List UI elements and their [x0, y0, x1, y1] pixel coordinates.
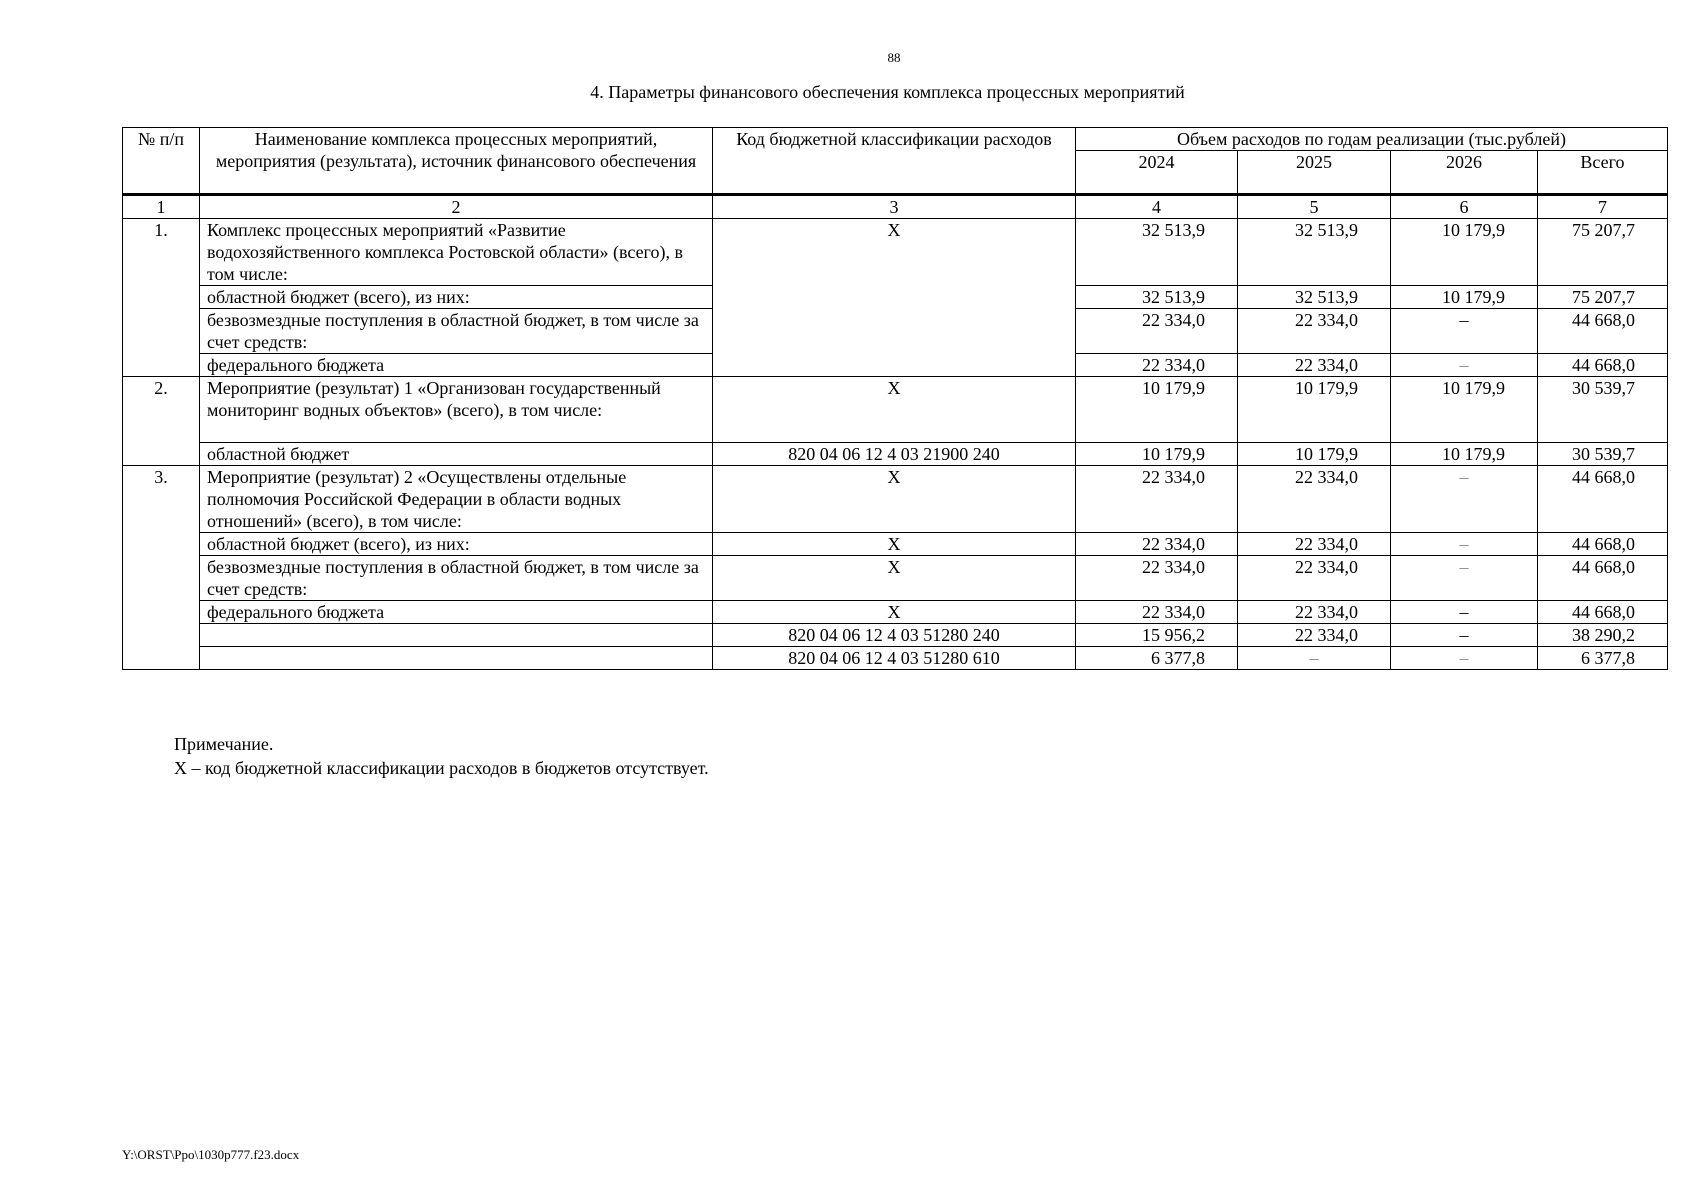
col-number: 7 [1538, 195, 1668, 219]
value-2024: 6 377,8 [1076, 647, 1238, 670]
row-code: X [713, 556, 1076, 601]
value-2026: – [1391, 309, 1538, 354]
row-code: X [713, 533, 1076, 556]
header-name: Наименование комплекса процессных мероприятий, мероприятия (результата), источник финансового обеспечения [200, 128, 713, 195]
value-2025: 22 334,0 [1238, 309, 1391, 354]
row-name: областной бюджет [200, 443, 713, 466]
table-row [123, 647, 1668, 670]
value-2025: 32 513,9 [1238, 219, 1391, 286]
value-2026: – [1391, 533, 1538, 556]
header-code: Код бюджетной классификации расходов [713, 128, 1076, 195]
row-name: областной бюджет (всего), из них: [200, 533, 713, 556]
value-total: 6 377,8 [1538, 647, 1668, 670]
row-name: Мероприятие (результат) 2 «Осуществлены отдельные полномочия Российской Федерации в области водных отношений» (всего), в том числе: [200, 466, 713, 533]
value-2024: 32 513,9 [1076, 219, 1238, 286]
row-code: 820 04 06 12 4 03 51280 240 [713, 624, 1076, 647]
value-total: 30 539,7 [1538, 443, 1668, 466]
row-name: безвозмездные поступления в областной бюджет, в том числе за счет средств: [200, 556, 713, 601]
row-name: Комплекс процессных мероприятий «Развитие водохозяйственного комплекса Ростовской области» (всего), в том числе: [200, 219, 713, 286]
note-heading: Примечание. [174, 734, 274, 754]
value-total: 44 668,0 [1538, 533, 1668, 556]
row-name: федерального бюджета [200, 354, 713, 377]
value-2025: 22 334,0 [1238, 533, 1391, 556]
row-code: 820 04 06 12 4 03 51280 610 [713, 647, 1076, 670]
value-total: 44 668,0 [1538, 466, 1668, 533]
value-2026: – [1391, 466, 1538, 533]
row-number: 3. [123, 466, 200, 670]
value-2024: 15 956,2 [1076, 624, 1238, 647]
row-number: 2. [123, 377, 200, 466]
col-number: 1 [123, 195, 200, 219]
value-total: 75 207,7 [1538, 219, 1668, 286]
col-number: 5 [1238, 195, 1391, 219]
value-total: 44 668,0 [1538, 354, 1668, 377]
header-year-2024: 2024 [1076, 151, 1238, 195]
page-number: 88 [887, 50, 901, 65]
value-2026: 10 179,9 [1391, 377, 1538, 443]
table-row [123, 624, 1668, 647]
value-2024: 10 179,9 [1076, 377, 1238, 443]
value-2025: 10 179,9 [1238, 443, 1391, 466]
value-2025: 22 334,0 [1238, 556, 1391, 601]
col-number: 3 [713, 195, 1076, 219]
row-name: областной бюджет (всего), из них: [200, 286, 713, 309]
value-2026: – [1391, 647, 1538, 670]
value-2026: – [1391, 601, 1538, 624]
row-code: 820 04 06 12 4 03 21900 240 [713, 443, 1076, 466]
col-number: 6 [1391, 195, 1538, 219]
value-2024: 22 334,0 [1076, 466, 1238, 533]
value-2025: 10 179,9 [1238, 377, 1391, 443]
value-total: 44 668,0 [1538, 601, 1668, 624]
value-2024: 22 334,0 [1076, 354, 1238, 377]
footer-file-path: Y:\ORST\Ppo\1030p777.f23.docx [122, 1147, 300, 1162]
row-code: X [713, 466, 1076, 533]
value-2026: 10 179,9 [1391, 219, 1538, 286]
row-name [200, 647, 713, 670]
table-row [123, 219, 1668, 286]
value-total: 44 668,0 [1538, 309, 1668, 354]
table-row [123, 601, 1668, 624]
value-2024: 22 334,0 [1076, 309, 1238, 354]
value-total: 44 668,0 [1538, 556, 1668, 601]
table-row [123, 533, 1668, 556]
value-2026: – [1391, 624, 1538, 647]
note-text: X – код бюджетной классификации расходов в бюджетов отсутствует. [174, 758, 709, 778]
row-code: X [713, 601, 1076, 624]
row-number: 1. [123, 219, 200, 377]
value-2026: – [1391, 354, 1538, 377]
header-total: Всего [1538, 151, 1668, 195]
row-code: X [713, 219, 1076, 377]
value-2024: 32 513,9 [1076, 286, 1238, 309]
header-num: № п/п [123, 128, 200, 195]
column-number-row [123, 195, 1668, 219]
value-total: 30 539,7 [1538, 377, 1668, 443]
header-year-2026: 2026 [1391, 151, 1538, 195]
header-row-1 [123, 128, 1668, 151]
value-2025: 22 334,0 [1238, 624, 1391, 647]
value-2024: 10 179,9 [1076, 443, 1238, 466]
value-2025: – [1238, 647, 1391, 670]
value-2026: 10 179,9 [1391, 443, 1538, 466]
document-title: 4. Параметры финансового обеспечения комплекса процессных мероприятий [590, 82, 1185, 102]
value-2025: 32 513,9 [1238, 286, 1391, 309]
value-total: 75 207,7 [1538, 286, 1668, 309]
row-name: Мероприятие (результат) 1 «Организован государственный мониторинг водных объектов» (всего), в том числе: [200, 377, 713, 443]
table-row [123, 466, 1668, 533]
row-name [200, 624, 713, 647]
value-2024: 22 334,0 [1076, 601, 1238, 624]
value-2025: 22 334,0 [1238, 466, 1391, 533]
row-name: безвозмездные поступления в областной бюджет, в том числе за счет средств: [200, 309, 713, 354]
value-total: 38 290,2 [1538, 624, 1668, 647]
row-code: X [713, 377, 1076, 443]
value-2025: 22 334,0 [1238, 354, 1391, 377]
row-name: федерального бюджета [200, 601, 713, 624]
table-row [123, 443, 1668, 466]
table-row [123, 377, 1668, 443]
header-year-2025: 2025 [1238, 151, 1391, 195]
col-number: 4 [1076, 195, 1238, 219]
note [174, 732, 709, 780]
header-volume: Объем расходов по годам реализации (тыс.рублей) [1076, 128, 1668, 151]
value-2025: 22 334,0 [1238, 601, 1391, 624]
value-2024: 22 334,0 [1076, 556, 1238, 601]
value-2024: 22 334,0 [1076, 533, 1238, 556]
col-number: 2 [200, 195, 713, 219]
value-2026: – [1391, 556, 1538, 601]
financing-table [122, 127, 1668, 670]
table-row [123, 556, 1668, 601]
value-2026: 10 179,9 [1391, 286, 1538, 309]
